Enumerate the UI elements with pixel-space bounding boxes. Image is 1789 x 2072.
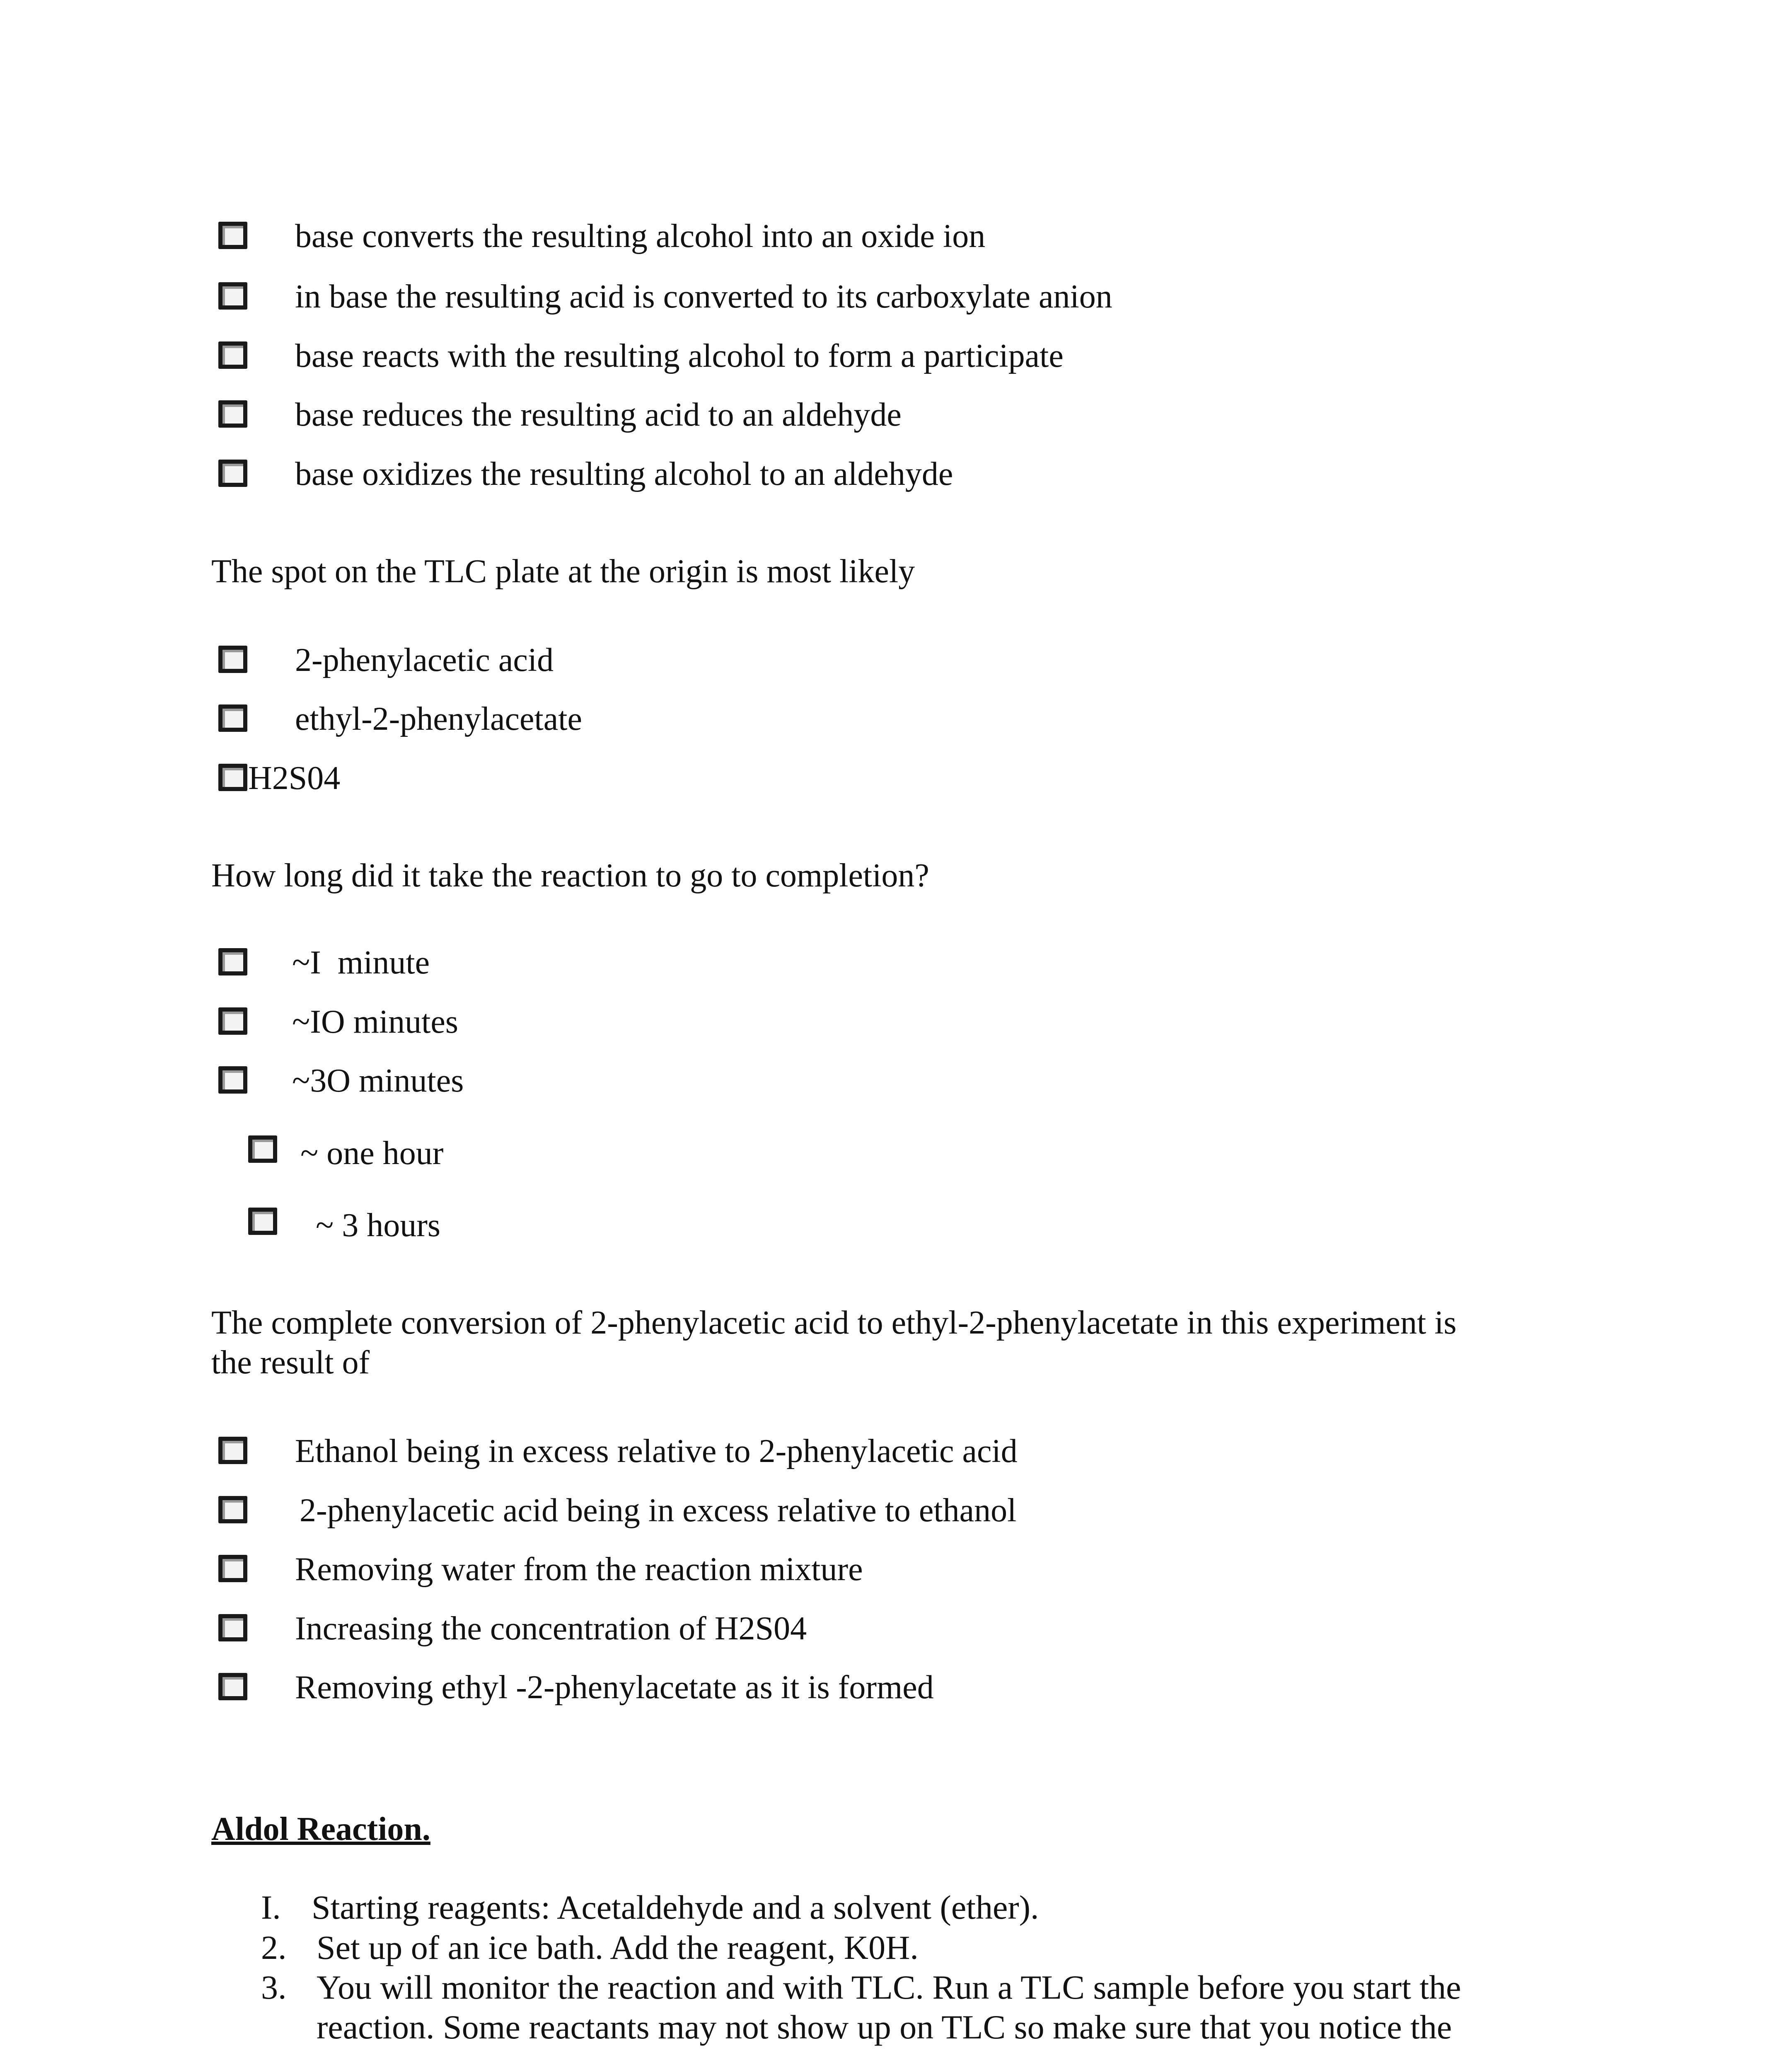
option-label: Ethanol being in excess relative to 2-phenylacetic acid bbox=[295, 1433, 1018, 1469]
option-label: ~3O minutes bbox=[292, 1063, 464, 1099]
option-checkbox[interactable] bbox=[218, 948, 247, 975]
option-label: base converts the resulting alcohol into an oxide ion bbox=[295, 218, 986, 254]
option-checkbox[interactable] bbox=[218, 1614, 247, 1641]
step-text: Starting reagents: Acetaldehyde and a solvent (ether). bbox=[312, 1888, 1039, 1926]
option-label: 2-phenylacetic acid being in excess relative to ethanol bbox=[300, 1492, 1017, 1529]
option-checkbox[interactable] bbox=[218, 1496, 247, 1523]
option-label: ~I minute bbox=[292, 944, 430, 981]
option-checkbox[interactable] bbox=[218, 282, 247, 310]
option-label: ~ 3 hours bbox=[316, 1207, 441, 1244]
question-text: How long did it take the reaction to go to completion? bbox=[211, 857, 929, 894]
option-label: Increasing the concentration of H2S04 bbox=[295, 1610, 807, 1647]
option-label: base reacts with the resulting alcohol to form a participate bbox=[295, 338, 1064, 374]
step-number: 3. bbox=[261, 1968, 287, 2006]
step-text: You will monitor the reaction and with TLC. Run a TLC sample before you start the bbox=[317, 1968, 1461, 2006]
option-checkbox[interactable] bbox=[218, 1673, 247, 1700]
option-checkbox[interactable] bbox=[248, 1208, 277, 1235]
option-label: Removing ethyl -2-phenylacetate as it is formed bbox=[295, 1669, 934, 1706]
option-checkbox[interactable] bbox=[218, 1555, 247, 1582]
step-number: I. bbox=[261, 1888, 281, 1926]
question-text: The spot on the TLC plate at the origin is most likely bbox=[211, 553, 915, 590]
option-label: in base the resulting acid is converted to its carboxylate anion bbox=[295, 278, 1112, 315]
step-number: 2. bbox=[261, 1929, 287, 1966]
step-text-continued: reaction. Some reactants may not show up on TLC so make sure that you notice the bbox=[317, 2008, 1452, 2046]
option-label: ethyl-2-phenylacetate bbox=[295, 701, 582, 737]
option-label: ~IO minutes bbox=[292, 1004, 459, 1040]
question-text: The complete conversion of 2-phenylacetic acid to ethyl-2-phenylacetate in this experiment is bbox=[211, 1305, 1457, 1341]
option-label: base reduces the resulting acid to an aldehyde bbox=[295, 397, 902, 433]
option-checkbox[interactable] bbox=[218, 646, 247, 673]
option-checkbox[interactable] bbox=[218, 764, 247, 791]
option-checkbox[interactable] bbox=[218, 704, 247, 732]
option-checkbox[interactable] bbox=[218, 1007, 247, 1035]
option-checkbox[interactable] bbox=[218, 1437, 247, 1464]
option-checkbox[interactable] bbox=[218, 341, 247, 369]
option-label: Removing water from the reaction mixture bbox=[295, 1551, 863, 1588]
step-text: Set up of an ice bath. Add the reagent, K0H. bbox=[317, 1929, 919, 1966]
option-label: ~ one hour bbox=[300, 1135, 444, 1172]
option-checkbox[interactable] bbox=[218, 400, 247, 428]
option-label: H2S04 bbox=[248, 760, 341, 796]
option-checkbox[interactable] bbox=[218, 460, 247, 487]
section-heading: Aldol Reaction. bbox=[211, 1811, 430, 1847]
option-label: 2-phenylacetic acid bbox=[295, 642, 554, 678]
option-label: base oxidizes the resulting alcohol to an aldehyde bbox=[295, 456, 953, 492]
option-checkbox[interactable] bbox=[218, 1066, 247, 1094]
option-checkbox[interactable] bbox=[248, 1135, 277, 1163]
option-checkbox[interactable] bbox=[218, 222, 247, 249]
question-text: the result of bbox=[211, 1344, 370, 1381]
